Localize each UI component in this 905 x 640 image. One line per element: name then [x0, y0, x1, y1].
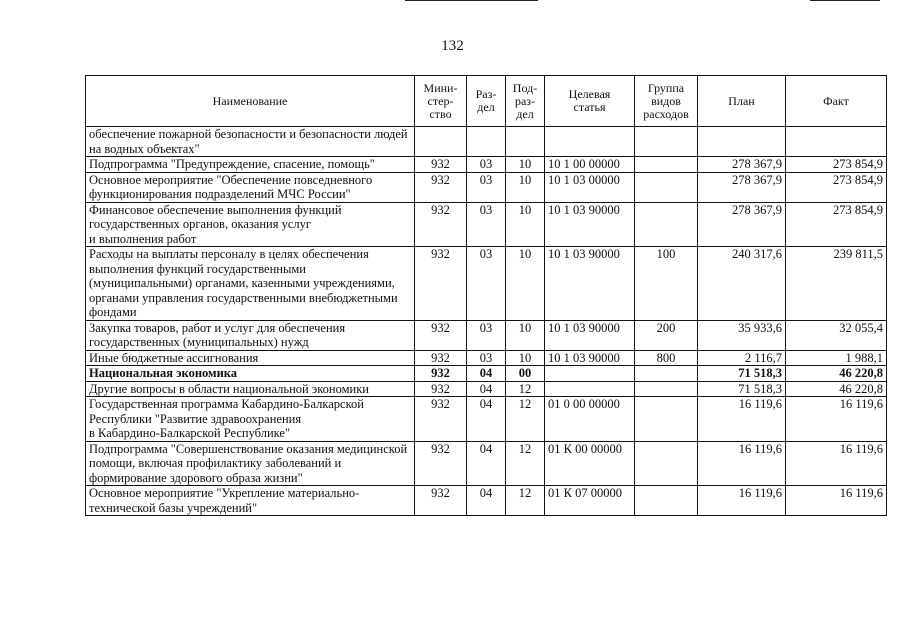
cell-name: Подпрограмма "Предупреждение, спасение, помощь" [86, 157, 415, 173]
cell-section: 03 [467, 157, 506, 173]
cell-ministry: 932 [415, 172, 467, 202]
cell-name: обеспечение пожарной безопасности и безопасности людей на водных объектах" [86, 127, 415, 157]
cell-plan: 71 518,3 [698, 381, 786, 397]
cell-ministry: 932 [415, 397, 467, 442]
cell-group [635, 127, 698, 157]
table-row [86, 172, 887, 202]
cell-ministry: 932 [415, 157, 467, 173]
cell-subsection: 10 [506, 320, 545, 350]
table-row [86, 381, 887, 397]
cell-subsection: 10 [506, 247, 545, 321]
cell-subsection [506, 127, 545, 157]
cell-name: Закупка товаров, работ и услуг для обеспечения государственных (муниципальных) нужд [86, 320, 415, 350]
cell-plan: 16 119,6 [698, 486, 786, 516]
cell-fact: 16 119,6 [786, 441, 887, 486]
table-row [86, 157, 887, 173]
cell-fact: 46 220,8 [786, 366, 887, 382]
table-header-row [86, 76, 887, 127]
cell-target [545, 366, 635, 382]
cell-plan: 35 933,6 [698, 320, 786, 350]
cell-name: Национальная экономика [86, 366, 415, 382]
cell-name: Государственная программа Кабардино-Балкарской Республики "Развитие здравоохранения в Кабардино-Балкарской Республике" [86, 397, 415, 442]
cell-fact: 1 988,1 [786, 350, 887, 366]
cell-plan: 240 317,6 [698, 247, 786, 321]
cell-subsection: 10 [506, 350, 545, 366]
table-row [86, 202, 887, 247]
cell-plan: 278 367,9 [698, 157, 786, 173]
cell-fact: 16 119,6 [786, 486, 887, 516]
table-row [86, 320, 887, 350]
cell-fact: 16 119,6 [786, 397, 887, 442]
cell-plan [698, 127, 786, 157]
col-header-section: Раз- дел [467, 76, 506, 127]
cell-target [545, 127, 635, 157]
cell-ministry: 932 [415, 202, 467, 247]
cell-section: 03 [467, 247, 506, 321]
cell-ministry: 932 [415, 486, 467, 516]
cell-name: Другие вопросы в области национальной экономики [86, 381, 415, 397]
cell-target: 10 1 03 90000 [545, 202, 635, 247]
cell-plan: 278 367,9 [698, 202, 786, 247]
cell-group [635, 157, 698, 173]
cell-group: 100 [635, 247, 698, 321]
cell-plan: 71 518,3 [698, 366, 786, 382]
cell-name: Финансовое обеспечение выполнения функций государственных органов, оказания услуг и выполнения работ [86, 202, 415, 247]
cell-subsection: 12 [506, 381, 545, 397]
cell-target [545, 381, 635, 397]
cell-ministry: 932 [415, 247, 467, 321]
cell-group [635, 366, 698, 382]
cell-target: 10 1 03 90000 [545, 350, 635, 366]
cell-ministry: 932 [415, 441, 467, 486]
cell-fact [786, 127, 887, 157]
cell-group [635, 172, 698, 202]
cell-subsection: 10 [506, 157, 545, 173]
cell-name: Основное мероприятие "Обеспечение повседневного функционирования подразделений МЧС России" [86, 172, 415, 202]
cell-fact: 273 854,9 [786, 172, 887, 202]
cell-name: Подпрограмма "Совершенствование оказания медицинской помощи, включая профилактику заболеваний и формирование здорового образа жизни" [86, 441, 415, 486]
cell-fact: 239 811,5 [786, 247, 887, 321]
cell-section: 04 [467, 397, 506, 442]
table-row [86, 366, 887, 382]
table-row [86, 247, 887, 321]
cell-section: 04 [467, 381, 506, 397]
cell-ministry: 932 [415, 320, 467, 350]
col-header-ministry: Мини- стер- ство [415, 76, 467, 127]
col-header-name: Наименование [86, 76, 415, 127]
cell-section: 03 [467, 320, 506, 350]
cell-group: 800 [635, 350, 698, 366]
cell-section [467, 127, 506, 157]
cell-fact: 273 854,9 [786, 157, 887, 173]
cell-group [635, 381, 698, 397]
table-row [86, 350, 887, 366]
table-row [86, 441, 887, 486]
table-row [86, 397, 887, 442]
cell-group [635, 202, 698, 247]
cell-target: 10 1 00 00000 [545, 157, 635, 173]
cell-section: 03 [467, 350, 506, 366]
cell-ministry: 932 [415, 381, 467, 397]
cell-group [635, 397, 698, 442]
cell-name: Основное мероприятие "Укрепление материально-технической базы учреждений" [86, 486, 415, 516]
cell-ministry [415, 127, 467, 157]
cell-subsection: 00 [506, 366, 545, 382]
cell-plan: 16 119,6 [698, 441, 786, 486]
cell-name: Расходы на выплаты персоналу в целях обеспечения выполнения функций государственными (муниципальными) органами, казенными учреждениями, органами управления государственными внебюджетными фондами [86, 247, 415, 321]
cell-subsection: 12 [506, 486, 545, 516]
cell-target: 10 1 03 90000 [545, 320, 635, 350]
top-rule-left [405, 0, 538, 1]
cell-fact: 32 055,4 [786, 320, 887, 350]
cell-ministry: 932 [415, 366, 467, 382]
col-header-target: Целевая статья [545, 76, 635, 127]
cell-subsection: 12 [506, 397, 545, 442]
top-rule-right [810, 0, 880, 1]
cell-fact: 46 220,8 [786, 381, 887, 397]
cell-target: 01 К 07 00000 [545, 486, 635, 516]
cell-section: 03 [467, 172, 506, 202]
cell-plan: 16 119,6 [698, 397, 786, 442]
cell-section: 04 [467, 366, 506, 382]
cell-group [635, 441, 698, 486]
cell-section: 04 [467, 441, 506, 486]
cell-subsection: 12 [506, 441, 545, 486]
cell-plan: 2 116,7 [698, 350, 786, 366]
col-header-group: Группа видов расходов [635, 76, 698, 127]
table-row [86, 486, 887, 516]
page-number: 132 [441, 38, 464, 54]
cell-subsection: 10 [506, 172, 545, 202]
col-header-plan: План [698, 76, 786, 127]
budget-table [85, 75, 887, 516]
cell-group: 200 [635, 320, 698, 350]
cell-section: 04 [467, 486, 506, 516]
cell-target: 10 1 03 00000 [545, 172, 635, 202]
col-header-fact: Факт [786, 76, 887, 127]
cell-target: 10 1 03 90000 [545, 247, 635, 321]
cell-subsection: 10 [506, 202, 545, 247]
cell-ministry: 932 [415, 350, 467, 366]
cell-section: 03 [467, 202, 506, 247]
table-row [86, 127, 887, 157]
cell-group [635, 486, 698, 516]
cell-target: 01 К 00 00000 [545, 441, 635, 486]
cell-target: 01 0 00 00000 [545, 397, 635, 442]
cell-name: Иные бюджетные ассигнования [86, 350, 415, 366]
cell-plan: 278 367,9 [698, 172, 786, 202]
col-header-subsection: Под- раз- дел [506, 76, 545, 127]
cell-fact: 273 854,9 [786, 202, 887, 247]
